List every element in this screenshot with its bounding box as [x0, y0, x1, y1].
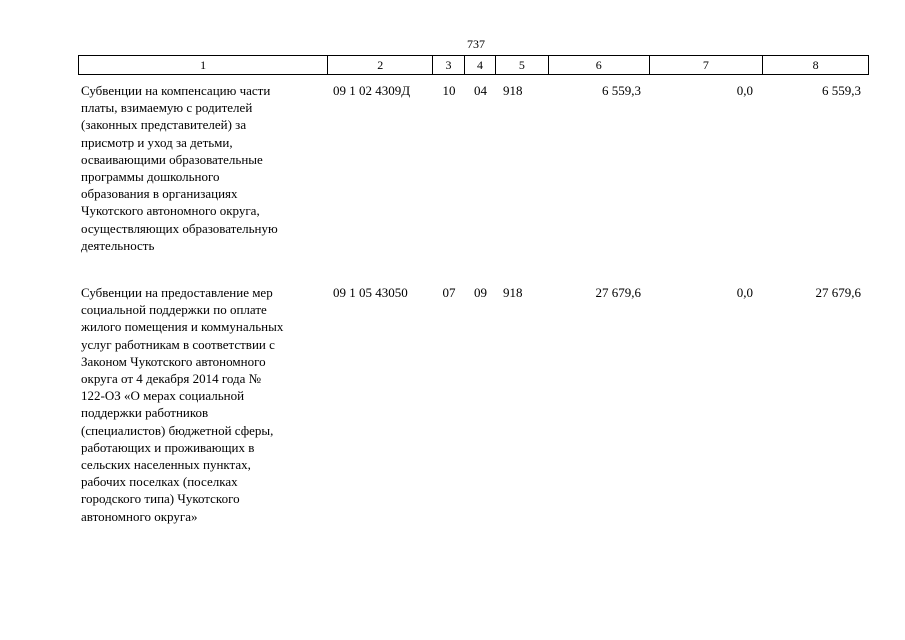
row-subsection: 04 [474, 83, 487, 98]
row-description [78, 284, 328, 525]
description-line: Субвенции на предоставление мер [81, 285, 273, 300]
description-line: автономного округа» [81, 508, 198, 524]
row-amount-col7: 0,0 [736, 83, 753, 98]
description-line: 122-ОЗ «О мерах социальной [81, 388, 245, 404]
description-line: поддержки работников [81, 405, 209, 421]
description-line: работающих и проживающих в [81, 439, 255, 455]
row-amount-col8: 27 679,6 [815, 285, 861, 300]
row-code: 09 1 02 4309Д [333, 83, 411, 98]
row-amount-col6: 6 559,3 [602, 83, 641, 98]
table-header-row [78, 55, 869, 75]
header-cell-5: 5 [496, 56, 549, 74]
description-line: образования в организациях [81, 186, 238, 202]
row-grbs: 918 [503, 285, 523, 300]
description-line: осваивающими образовательные [81, 151, 263, 167]
description-line: программы дошкольного [81, 169, 220, 185]
header-cell-7: 7 [650, 56, 764, 74]
description-line: присмотр и уход за детьми, [81, 134, 233, 150]
header-cell-3: 3 [433, 56, 465, 74]
description-line: (законных представителей) за [81, 117, 247, 133]
description-line: (специалистов) бюджетной сферы, [81, 422, 274, 438]
header-cell-6: 6 [549, 56, 650, 74]
header-cell-1: 1 [79, 56, 328, 74]
description-line: Чукотского автономного округа, [81, 203, 260, 219]
row-section: 10 [442, 83, 456, 98]
row-amount-col7: 0,0 [736, 285, 753, 300]
description-line: осуществляющих образовательную [81, 220, 278, 236]
row-subsection: 09 [474, 285, 487, 300]
row-code: 09 1 05 43050 [333, 285, 408, 300]
header-cell-8: 8 [812, 58, 819, 72]
description-line: сельских населенных пунктах, [81, 457, 251, 473]
description-line: платы, взимаемую с родителей [81, 100, 253, 116]
header-cell-2: 2 [328, 56, 433, 74]
row-amount-col6: 27 679,6 [595, 285, 641, 300]
description-line: рабочих поселках (поселках [81, 474, 238, 490]
table-row [78, 284, 869, 525]
description-line: округа от 4 декабря 2014 года № [81, 371, 262, 387]
description-line: деятельность [81, 237, 155, 253]
description-line: услуг работникам в соответствии с [81, 336, 275, 352]
row-amount-col8: 6 559,3 [822, 83, 861, 98]
row-description [78, 82, 328, 254]
description-line: Субвенции на компенсацию части [81, 83, 271, 98]
description-line: Законом Чукотского автономного [81, 353, 266, 369]
table-row [78, 82, 869, 254]
header-cell-4: 4 [465, 56, 496, 74]
description-line: жилого помещения и коммунальных [81, 319, 284, 335]
description-line: городского типа) Чукотского [81, 491, 240, 507]
description-line: социальной поддержки по оплате [81, 302, 267, 318]
row-grbs: 918 [503, 83, 523, 98]
page-number: 737 [467, 37, 485, 51]
row-section: 07 [442, 285, 456, 300]
